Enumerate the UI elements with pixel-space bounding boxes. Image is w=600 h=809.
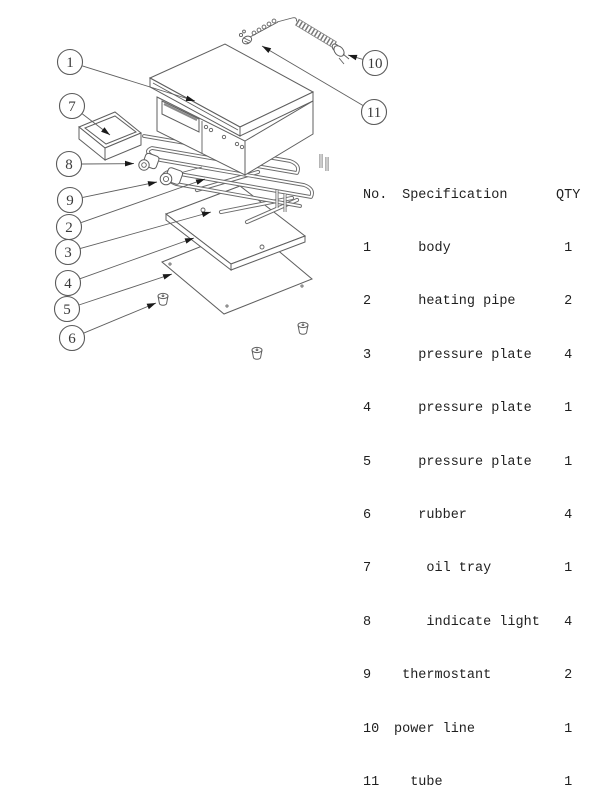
parts-table	[363, 151, 596, 809]
table-row: 8 indicate light 4	[363, 614, 596, 632]
col-header-spec: Specification	[394, 187, 556, 205]
callout-4: 4	[64, 276, 72, 292]
table-row: 6 rubber 4	[363, 507, 596, 525]
power-line	[250, 18, 349, 64]
table-row: 5 pressure plate 1	[363, 454, 596, 472]
callout-9: 9	[66, 193, 74, 209]
callout-3: 3	[64, 245, 72, 261]
col-header-qty: QTY	[556, 187, 596, 205]
callout-1: 1	[66, 55, 74, 71]
oil-tray	[79, 112, 141, 160]
body	[150, 44, 313, 175]
table-row: 1 body 1	[363, 240, 596, 258]
table-row: 4 pressure plate 1	[363, 400, 596, 418]
table-row: 7 oil tray 1	[363, 560, 596, 578]
table-row: 9 thermostant 2	[363, 667, 596, 685]
tube-fitting	[239, 30, 252, 45]
table-row: 11 tube 1	[363, 774, 596, 792]
table-row: 10 power line 1	[363, 721, 596, 739]
callout-11: 11	[367, 105, 381, 121]
plug	[331, 43, 349, 64]
callout-10: 10	[368, 56, 383, 72]
col-header-no: No.	[363, 187, 394, 205]
indicate-light	[139, 152, 160, 170]
callout-2: 2	[65, 220, 73, 236]
table-row: 3 pressure plate 4	[363, 347, 596, 365]
table-row: 2 heating pipe 2	[363, 293, 596, 311]
callout-6: 6	[68, 331, 76, 347]
parts-table-header	[363, 187, 596, 205]
callout-8: 8	[65, 157, 73, 173]
callout-7: 7	[68, 99, 76, 115]
bead-wires	[252, 19, 276, 35]
callout-5: 5	[63, 302, 71, 318]
